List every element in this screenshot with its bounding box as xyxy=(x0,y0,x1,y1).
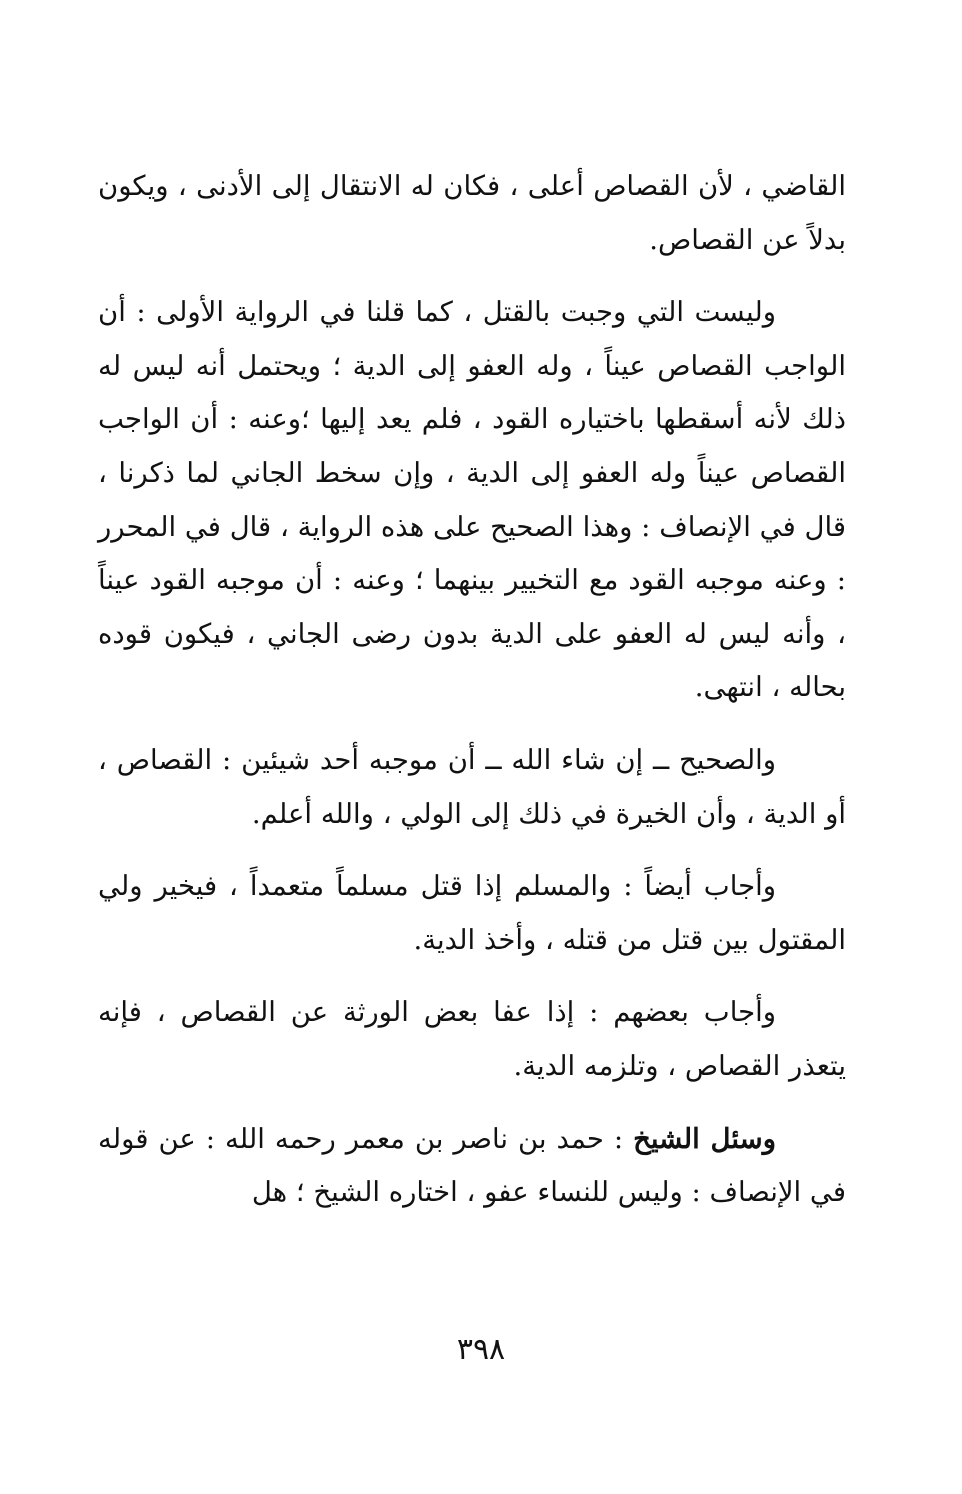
paragraph-4: وأجاب أيضاً : والمسلم إذا قتل مسلماً متعمداً ، فيخير ولي المقتول بين قتل من قتله ، وأخذ الدية. xyxy=(98,870,846,956)
page-number: ٣٩٨ xyxy=(456,1332,506,1367)
paragraph-1: القاضي ، لأن القصاص أعلى ، فكان له الانتقال إلى الأدنى ، ويكون بدلاً عن القصاص. xyxy=(98,170,846,256)
paragraph-5: وأجاب بعضهم : إذا عفا بعض الورثة عن القصاص ، فإنه يتعذر القصاص ، وتلزمه الدية. xyxy=(98,996,846,1082)
question-lead: وسئل الشيخ xyxy=(633,1122,776,1155)
paragraph-2: وليست التي وجبت بالقتل ، كما قلنا في الرواية الأولى : أن الواجب القصاص عيناً ، وله العفو إلى الدية ؛ ويحتمل أنه ليس له ذلك لأنه أسقطها باختياره القود ، فلم يعد إليها ؛وعنه : أن الواجب القصاص عيناً وله العفو إلى الدية ، وإن سخط الجاني لما ذكرنا ، قال في الإنصاف : وهذا الصحيح على هذه الرواية ، قال في المحرر : وعنه موجبه القود مع التخيير بينهما ؛ وعنه : أن موجبه القود عيناً ، وأنه ليس له العفو على الدية بدون رضى الجاني ، فيكون قوده بحاله ، انتهى. xyxy=(98,296,846,704)
paragraph-3: والصحيح ــ إن شاء الله ــ أن موجبه أحد شيئين : القصاص ، أو الدية ، وأن الخيرة في ذلك إلى الولي ، والله أعلم. xyxy=(98,743,846,830)
paragraph-6 xyxy=(98,1113,846,1220)
question-text: : حمد بن ناصر بن معمر رحمه الله : عن قوله في الإنصاف : وليس للنساء عفو ، اختاره الشيخ ؛ هل xyxy=(98,1122,846,1209)
body-text xyxy=(98,160,846,1239)
